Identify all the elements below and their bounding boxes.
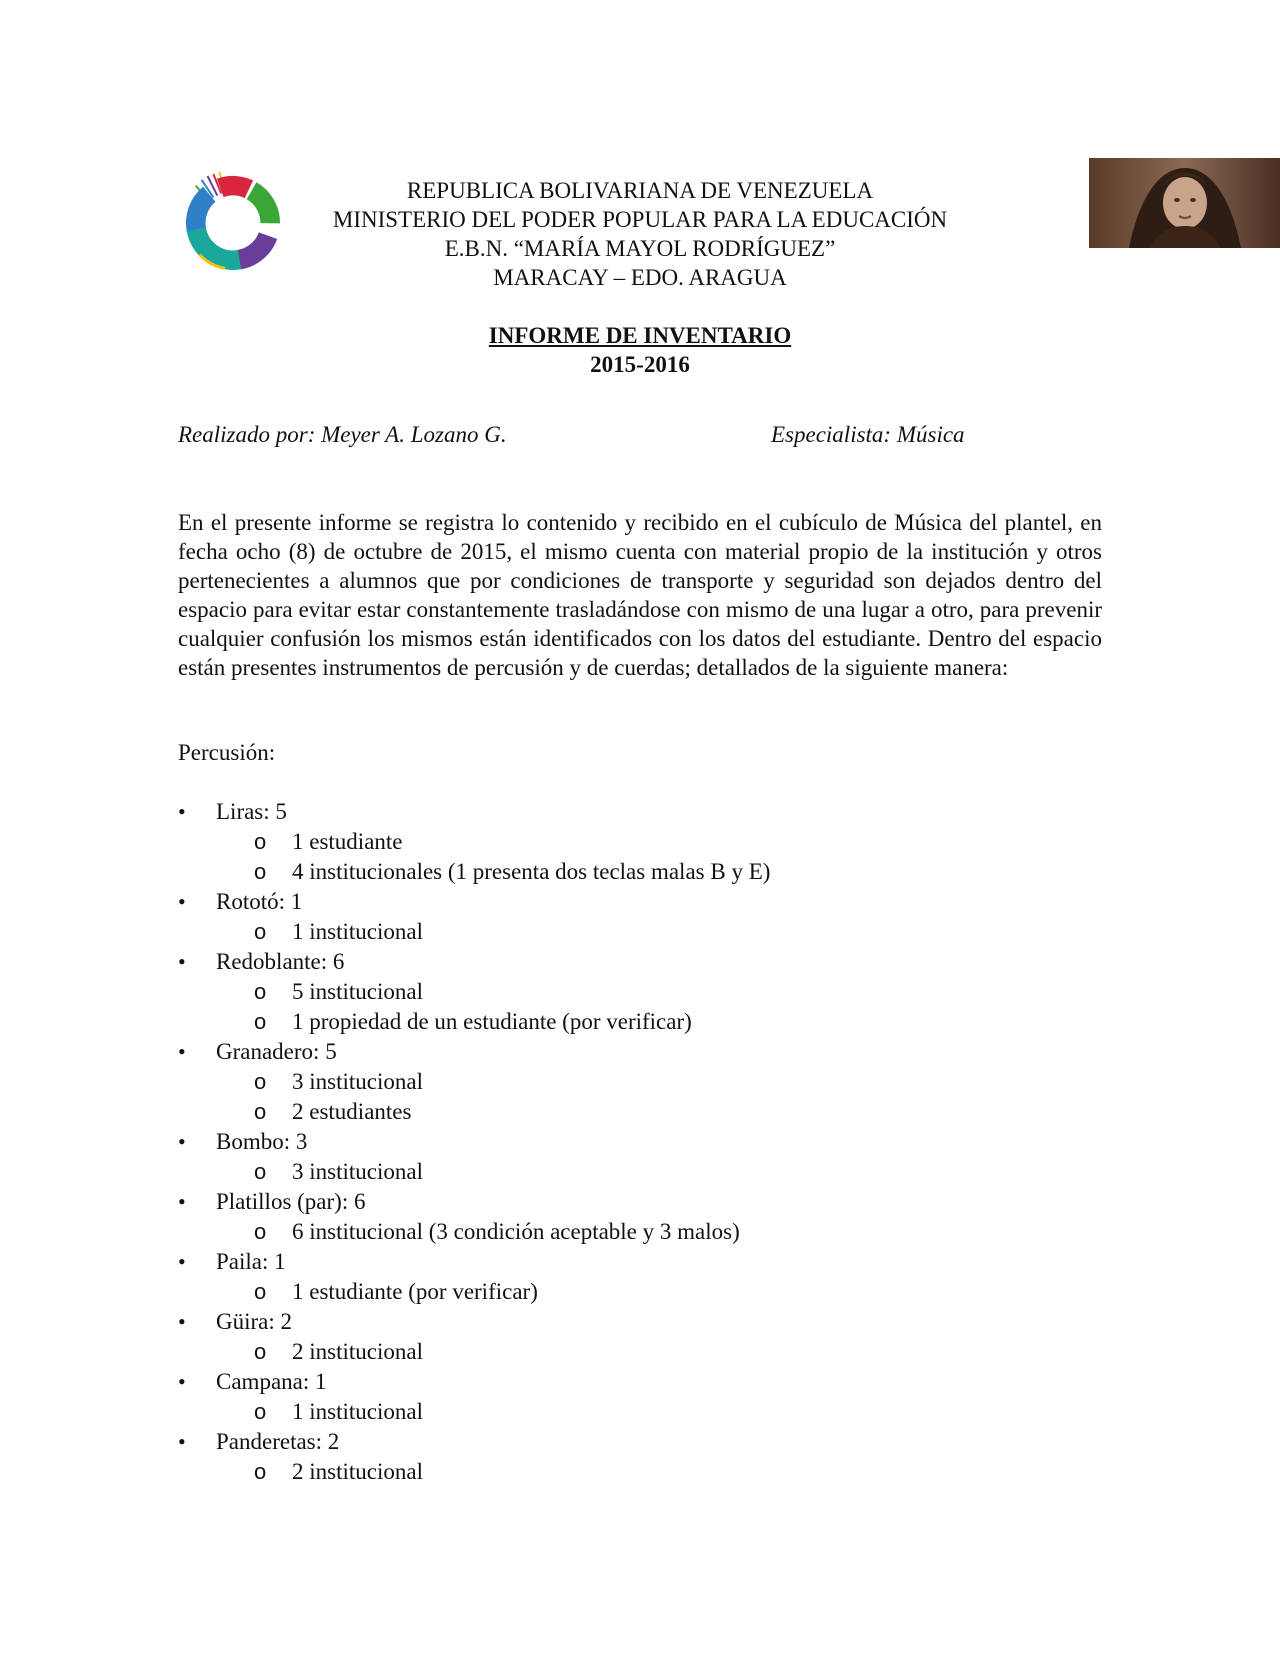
inventory-item-label: Platillos (par): 6 — [216, 1189, 366, 1214]
inventory-item-label: Liras: 5 — [216, 799, 287, 824]
inventory-detail-text: 5 institucional — [292, 979, 423, 1004]
inventory-detail-text: 2 institucional — [292, 1339, 423, 1364]
bullet-icon: • — [178, 1249, 186, 1274]
inventory-item — [178, 1187, 1098, 1247]
sub-bullet-icon: o — [254, 1069, 267, 1094]
inventory-detail — [216, 827, 1098, 857]
report-title-block — [290, 321, 990, 379]
inventory-detail-list — [216, 1277, 1098, 1307]
inventory-detail-text: 1 estudiante — [292, 829, 403, 854]
sub-bullet-icon: o — [254, 1339, 267, 1364]
header-school: E.B.N. “MARÍA MAYOL RODRÍGUEZ” — [444, 236, 836, 261]
sub-bullet-icon: o — [254, 1219, 267, 1244]
inventory-detail-text: 2 institucional — [292, 1459, 423, 1484]
inventory-detail-list — [216, 977, 1098, 1037]
inventory-item-label: Campana: 1 — [216, 1369, 327, 1394]
header-location: MARACAY – EDO. ARAGUA — [493, 265, 787, 290]
inventory-item — [178, 887, 1098, 947]
inventory-detail — [216, 1277, 1098, 1307]
made-by: Realizado por: Meyer A. Lozano G. — [178, 422, 507, 447]
inventory-detail-text: 3 institucional — [292, 1159, 423, 1184]
inventory-detail — [216, 1337, 1098, 1367]
bullet-icon: • — [178, 1309, 186, 1334]
inventory-item — [178, 1367, 1098, 1427]
inventory-detail-list — [216, 1217, 1098, 1247]
report-title: INFORME DE INVENTARIO — [488, 323, 792, 348]
institution-header — [290, 176, 990, 292]
inventory-item-label: Granadero: 5 — [216, 1039, 337, 1064]
inventory-detail-list — [216, 1397, 1098, 1427]
inventory-detail — [216, 1457, 1098, 1487]
header-country: REPUBLICA BOLIVARIANA DE VENEZUELA — [406, 178, 874, 203]
bullet-icon: • — [178, 1429, 186, 1454]
inventory-item — [178, 797, 1098, 887]
school-logo-icon — [184, 172, 282, 270]
header-ministry: MINISTERIO DEL PODER POPULAR PARA LA EDUCACIÓN — [332, 207, 948, 232]
inventory-detail — [216, 977, 1098, 1007]
inventory-item — [178, 1307, 1098, 1367]
bullet-icon: • — [178, 889, 186, 914]
specialist: Especialista: Música — [771, 422, 965, 447]
inventory-item-label: Güira: 2 — [216, 1309, 293, 1334]
portrait-photo — [1089, 158, 1280, 248]
inventory-detail-text: 4 institucionales (1 presenta dos teclas malas B y E) — [292, 859, 771, 884]
inventory-detail-text: 1 propiedad de un estudiante (por verificar) — [292, 1009, 692, 1034]
inventory-detail-list — [216, 1457, 1098, 1487]
inventory-detail-text: 3 institucional — [292, 1069, 423, 1094]
inventory-detail-text: 1 estudiante (por verificar) — [292, 1279, 538, 1304]
sub-bullet-icon: o — [254, 1279, 267, 1304]
inventory-item-label: Redoblante: 6 — [216, 949, 345, 974]
inventory-item — [178, 1127, 1098, 1187]
sub-bullet-icon: o — [254, 859, 267, 884]
inventory-detail-text: 6 institucional (3 condición aceptable y 3 malos) — [292, 1219, 740, 1244]
inventory-list — [178, 797, 1098, 1487]
inventory-detail-list — [216, 827, 1098, 887]
inventory-item — [178, 1247, 1098, 1307]
bullet-icon: • — [178, 1369, 186, 1394]
bullet-icon: • — [178, 949, 186, 974]
sub-bullet-icon: o — [254, 919, 267, 944]
bullet-icon: • — [178, 799, 186, 824]
inventory-item — [178, 1427, 1098, 1487]
inventory-detail-text: 1 institucional — [292, 919, 423, 944]
bullet-icon: • — [178, 1039, 186, 1064]
sub-bullet-icon: o — [254, 1159, 267, 1184]
inventory-detail-list — [216, 1337, 1098, 1367]
inventory-detail — [216, 857, 1098, 887]
inventory-item-label: Bombo: 3 — [216, 1129, 308, 1154]
intro-paragraph: En el presente informe se registra lo contenido y recibido en el cubículo de Música del plantel, en fecha ocho (8) de octubre de 2015, el mismo cuenta con material propio de la institución y otros pertenecientes a alumnos que por condiciones de transporte y seguridad son dejados dentro del espacio para evitar estar constantemente trasladándose con mismo de una lugar a otro, para prevenir cualquier confusión los mismos están identificados con los datos del estudiante. Dentro del espacio están presentes instrumentos de percusión y de cuerdas; detallados de la siguiente manera: — [178, 510, 1102, 680]
sub-bullet-icon: o — [254, 1399, 267, 1424]
inventory-item-label: Rototó: 1 — [216, 889, 303, 914]
sub-bullet-icon: o — [254, 1009, 267, 1034]
sub-bullet-icon: o — [254, 1459, 267, 1484]
inventory-detail — [216, 1097, 1098, 1127]
inventory-item-label: Panderetas: 2 — [216, 1429, 340, 1454]
inventory-detail-list — [216, 1157, 1098, 1187]
inventory-detail-text: 2 estudiantes — [292, 1099, 412, 1124]
bullet-icon: • — [178, 1189, 186, 1214]
inventory-detail — [216, 917, 1098, 947]
inventory-detail — [216, 1067, 1098, 1097]
inventory-item-label: Paila: 1 — [216, 1249, 286, 1274]
bullet-icon: • — [178, 1129, 186, 1154]
inventory-detail — [216, 1397, 1098, 1427]
sub-bullet-icon: o — [254, 829, 267, 854]
inventory-item — [178, 947, 1098, 1037]
section-heading-percussion: Percusión: — [178, 740, 276, 765]
inventory-detail — [216, 1007, 1098, 1037]
report-period: 2015-2016 — [590, 352, 690, 377]
portrait-image-icon — [1089, 158, 1280, 248]
sub-bullet-icon: o — [254, 979, 267, 1004]
inventory-detail — [216, 1157, 1098, 1187]
sub-bullet-icon: o — [254, 1099, 267, 1124]
inventory-detail — [216, 1217, 1098, 1247]
inventory-detail-list — [216, 1067, 1098, 1127]
inventory-detail-text: 1 institucional — [292, 1399, 423, 1424]
inventory-item — [178, 1037, 1098, 1127]
inventory-detail-list — [216, 917, 1098, 947]
